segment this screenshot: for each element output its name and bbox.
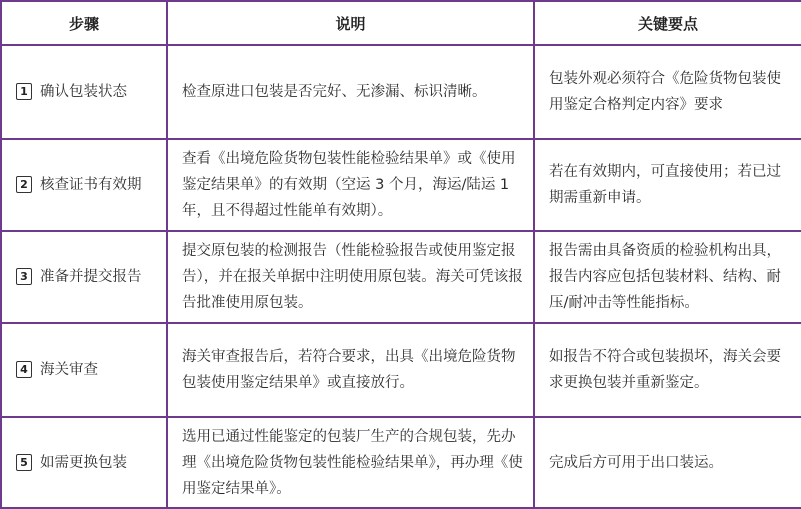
step-cell xyxy=(1,323,167,417)
step-number-box: 2 xyxy=(16,176,32,193)
table-row xyxy=(1,231,801,323)
step-cell xyxy=(1,417,167,508)
step-number-box: 4 xyxy=(16,361,32,378)
step-label: 核查证书有效期 xyxy=(40,177,142,193)
step-cell xyxy=(1,139,167,231)
header-key-points: 关键要点 xyxy=(534,1,801,45)
step-label: 如需更换包装 xyxy=(40,454,127,471)
table-row xyxy=(1,417,801,508)
step-cell xyxy=(1,231,167,323)
description-cell: 海关审查报告后，若符合要求，出具《出境危险货物包装使用鉴定结果单》或直接放行。 xyxy=(167,323,534,417)
header-row xyxy=(1,1,801,45)
step-cell xyxy=(1,45,167,139)
key-points-cell: 包装外观必须符合《危险货物包装使用鉴定合格判定内容》要求 xyxy=(534,45,801,139)
step-label: 确认包装状态 xyxy=(40,84,127,100)
key-points-cell: 如报告不符合或包装损坏，海关会要求更换包装并重新鉴定。 xyxy=(534,323,801,417)
key-points-cell: 完成后方可用于出口装运。 xyxy=(534,417,801,508)
table-row xyxy=(1,139,801,231)
table-row xyxy=(1,45,801,139)
key-points-cell: 若在有效期内，可直接使用；若已过期需重新申请。 xyxy=(534,139,801,231)
step-number-box: 1 xyxy=(16,83,32,100)
step-label: 准备并提交报告 xyxy=(40,269,142,285)
step-number-box: 5 xyxy=(16,454,32,471)
description-cell: 检查原进口包装是否完好、无渗漏、标识清晰。 xyxy=(167,45,534,139)
table-row xyxy=(1,323,801,417)
header-step: 步骤 xyxy=(1,1,167,45)
description-cell: 选用已通过性能鉴定的包装厂生产的合规包装，先办理《出境危险货物包装性能检验结果单》，再办理《使用鉴定结果单》。 xyxy=(167,417,534,508)
key-points-cell: 报告需由具备资质的检验机构出具，报告内容应包括包装材料、结构、耐压/耐冲击等性能指标。 xyxy=(534,231,801,323)
header-description: 说明 xyxy=(167,1,534,45)
step-label: 海关审查 xyxy=(40,362,98,378)
description-cell: 提交原包装的检测报告（性能检验报告或使用鉴定报告），并在报关单据中注明使用原包装。海关可凭该报告批准使用原包装。 xyxy=(167,231,534,323)
description-cell: 查看《出境危险货物包装性能检验结果单》或《使用鉴定结果单》的有效期（空运 3 个月，海运/陆运 1 年，且不得超过性能单有效期）。 xyxy=(167,139,534,231)
step-number-box: 3 xyxy=(16,268,32,285)
